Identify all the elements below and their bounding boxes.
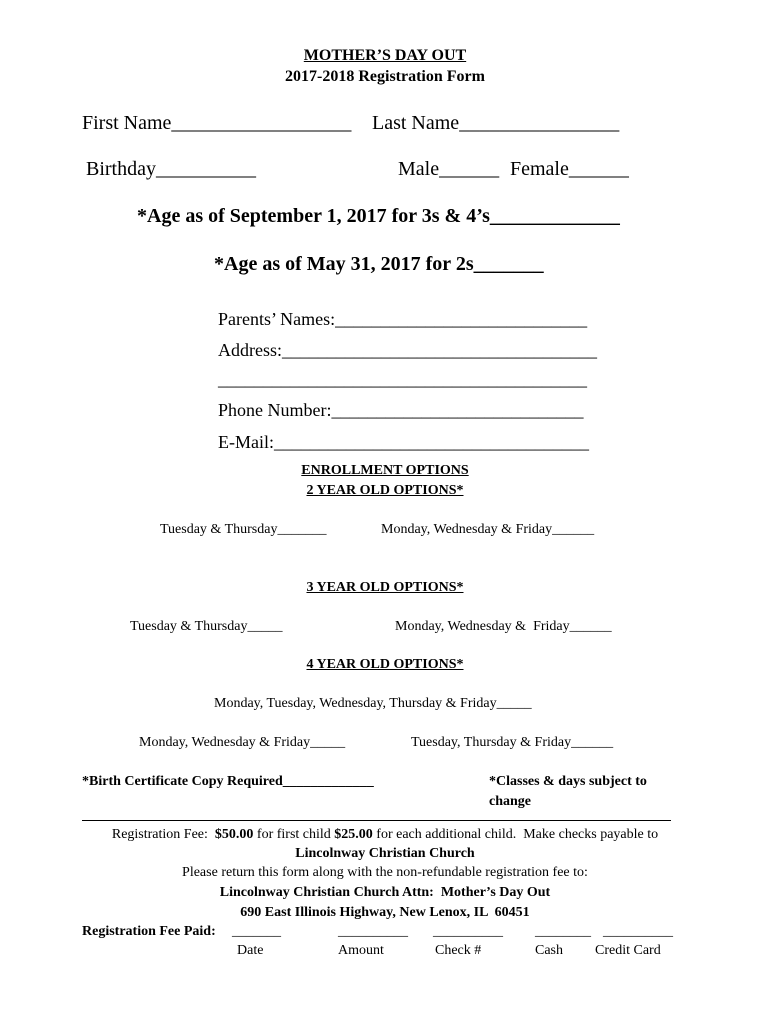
email-field[interactable]: E-Mail:___________________________________ [218,432,589,452]
two-year-tue-thu-option[interactable]: Tuesday & Thursday_______ [160,522,327,537]
return-instructions: Please return this form along with the non-refundable registration fee to: [182,865,588,880]
mailing-attention-line: Lincolnway Christian Church Attn: Mother’s Day Out [219,885,551,900]
fee-additional-child: $25.00 [334,827,373,842]
address-line-2-field[interactable]: _________________________________________ [218,369,587,389]
form-subtitle: 2017-2018 Registration Form [285,68,485,85]
four-year-mon-wed-fri-option[interactable]: Monday, Wednesday & Friday_____ [139,735,346,750]
form-title: MOTHER’S DAY OUT [303,47,467,64]
fee-paid-check-blank[interactable]: __________ [433,924,503,939]
credit-card-column-label: Credit Card [595,943,661,958]
fee-paid-date-blank[interactable]: _______ [232,924,281,939]
fee-paid-cash-blank[interactable]: ________ [535,924,591,939]
check-number-column-label: Check # [435,943,482,958]
age-may-field[interactable]: *Age as of May 31, 2017 for 2s_______ [214,253,544,275]
cash-column-label: Cash [535,943,563,958]
two-year-options-heading: 2 YEAR OLD OPTIONS* [306,483,464,498]
address-field[interactable]: Address:___________________________________ [218,340,597,360]
parents-names-field[interactable]: Parents’ Names:____________________________ [218,309,588,329]
mailing-address-line: 690 East Illinois Highway, New Lenox, IL 60451 [240,905,530,920]
fee-prefix: Registration Fee: [111,827,215,842]
registration-fee-text [0,828,770,842]
four-year-options-heading: 4 YEAR OLD OPTIONS* [306,657,464,672]
female-field[interactable]: Female______ [510,158,629,180]
birthday-field[interactable]: Birthday__________ [86,158,256,180]
registration-fee-paid-label: Registration Fee Paid: [82,924,216,939]
enrollment-options-heading: ENROLLMENT OPTIONS [301,463,469,478]
last-name-field[interactable]: Last Name________________ [372,112,620,134]
two-year-mon-wed-fri-option[interactable]: Monday, Wednesday & Friday______ [381,522,595,537]
three-year-tue-thu-option[interactable]: Tuesday & Thursday_____ [130,619,283,634]
fee-paid-amount-blank[interactable]: __________ [338,924,408,939]
male-field[interactable]: Male______ [398,158,500,180]
phone-number-field[interactable]: Phone Number:____________________________ [218,400,584,420]
fee-suffix: for each additional child. Make checks payable to [372,827,659,842]
classes-subject-note-line1: *Classes & days subject to [489,774,647,789]
classes-subject-note-line2: change [489,794,531,809]
birth-certificate-field[interactable]: *Birth Certificate Copy Required_____________ [82,774,374,789]
fee-mid-text: for first child [253,827,335,842]
age-september-field[interactable]: *Age as of September 1, 2017 for 3s & 4’s_____________ [137,205,620,227]
four-year-tue-thu-fri-option[interactable]: Tuesday, Thursday & Friday______ [411,735,614,750]
fee-paid-credit-card-blank[interactable]: __________ [603,924,673,939]
section-divider [82,820,671,821]
amount-column-label: Amount [338,943,384,958]
four-year-all-days-option[interactable]: Monday, Tuesday, Wednesday, Thursday & Friday_____ [214,696,532,711]
date-column-label: Date [237,943,264,958]
payable-church-name: Lincolnway Christian Church [295,846,475,861]
three-year-options-heading: 3 YEAR OLD OPTIONS* [306,580,464,595]
fee-first-child: $50.00 [214,827,254,842]
three-year-mon-wed-fri-option[interactable]: Monday, Wednesday & Friday______ [395,619,612,634]
first-name-field[interactable]: First Name__________________ [82,112,352,134]
